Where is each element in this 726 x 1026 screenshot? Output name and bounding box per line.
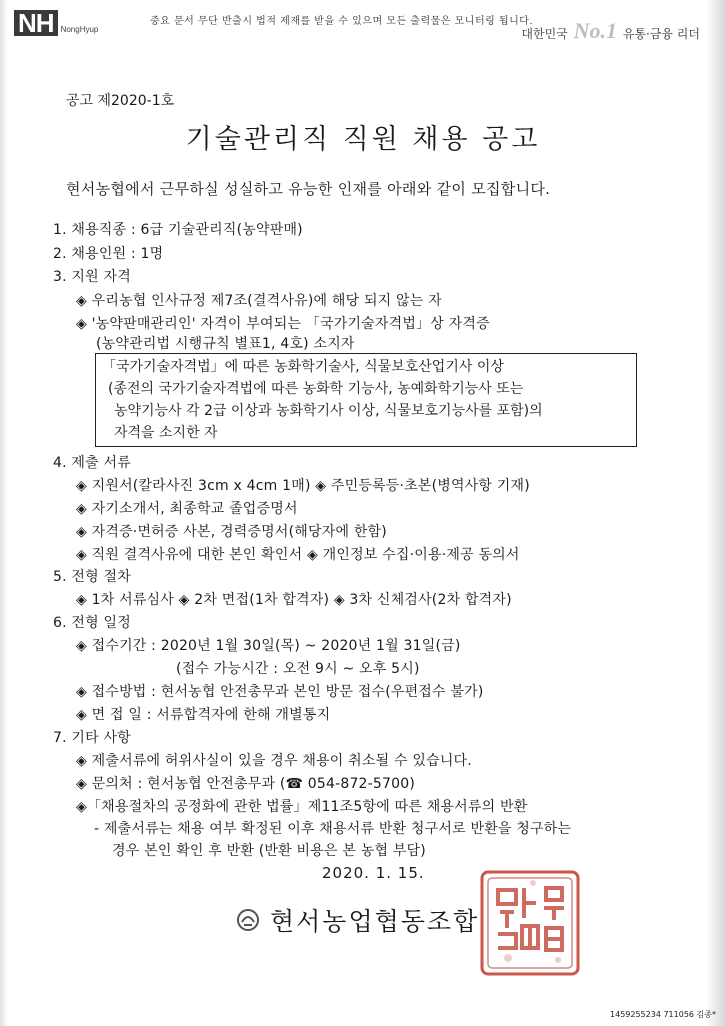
- section-6-item-1: ◈ 접수기간 : 2020년 1월 30일(목) ~ 2020년 1월 31일(금): [76, 638, 461, 654]
- section-3-item-1: ◈ 우리농협 인사규정 제7조(결격사유)에 해당 되지 않는 자: [76, 293, 442, 309]
- nh-logo: [14, 10, 98, 36]
- section-3-item-2: ◈ '농약판매관리인' 자격이 부여되는 「국가기술자격법」상 자격증: [76, 316, 490, 332]
- section-2-heading: 2. 채용인원 : 1명: [53, 246, 164, 262]
- slogan: [521, 18, 700, 44]
- section-6-item-2: ◈ 접수방법 : 현서농협 안전총무과 본인 방문 접수(우편접수 불가): [76, 684, 484, 700]
- slogan-suffix: 유통·금융 리더: [622, 27, 700, 41]
- section-7-item-3: ◈「채용절차의 공정화에 관한 법률」제11조5항에 따른 채용서류의 반환: [76, 799, 528, 815]
- issuer-block: [236, 902, 479, 938]
- section-5-item-1: ◈ 1차 서류심사 ◈ 2차 면접(1차 합격자) ◈ 3차 신체검사(2차 합격자): [76, 592, 512, 608]
- section-4-item-3: ◈ 자격증·면허증 사본, 경력증명서(해당자에 한함): [76, 524, 387, 540]
- section-4-item-1: ◈ 지원서(칼라사진 3cm x 4cm 1매) ◈ 주민등록등·초본(병역사항 기재): [76, 478, 530, 494]
- section-6-heading: 6. 전형 일정: [53, 615, 131, 631]
- official-seal-stamp: [478, 868, 582, 978]
- section-7-item-2: ◈ 문의처 : 현서농협 안전총무과 (☎ 054-872-5700): [76, 776, 416, 792]
- slogan-prefix: 대한민국: [521, 27, 568, 41]
- section-4-heading: 4. 제출 서류: [53, 455, 131, 471]
- section-3-heading: 3. 지원 자격: [53, 269, 131, 285]
- section-7-item-1: ◈ 제출서류에 허위사실이 있을 경우 채용이 취소될 수 있습니다.: [76, 753, 472, 769]
- section-4-item-2: ◈ 자기소개서, 최종학교 졸업증명서: [76, 501, 298, 517]
- intro-paragraph: 현서농협에서 근무하실 성실하고 유능한 인재를 아래와 같이 모집합니다.: [66, 180, 551, 198]
- section-7-note-line-2: 경우 본인 확인 후 반환 (반환 비용은 본 농협 부담): [112, 843, 426, 859]
- qualification-line-3: 농약기능사 각 2급 이상과 농화학기사 이상, 식물보호기능사를 포함)의: [114, 403, 543, 419]
- issuer-name: 현서농업협동조합: [270, 907, 480, 936]
- security-notice: 중요 문서 무단 반출시 법적 제재를 받을 수 있으며 모든 출력물은 모니터링 됩니다.: [150, 16, 534, 27]
- logo-subtext: NongHyup: [60, 25, 99, 34]
- qualification-box: [95, 353, 637, 447]
- qualification-line-4: 자격을 소지한 자: [114, 425, 218, 441]
- logo-mark: NH: [14, 10, 58, 36]
- letterhead: [0, 0, 726, 43]
- document-number: 공고 제2020-1호: [66, 93, 175, 109]
- section-7-heading: 7. 기타 사항: [53, 730, 131, 746]
- nonghyup-emblem-icon: [236, 908, 260, 932]
- qualification-line-2: (종전의 국가기술자격법에 따른 농화학 기능사, 농예화학기능사 또는: [108, 381, 524, 397]
- section-7-note-line-1: - 제출서류는 채용 여부 확정된 이후 채용서류 반환 청구서로 반환을 청구하는: [94, 821, 572, 837]
- section-5-heading: 5. 전형 절차: [53, 569, 131, 585]
- issue-date: 2020. 1. 15.: [322, 864, 425, 882]
- section-6-item-3: ◈ 면 접 일 : 서류합격자에 한해 개별통지: [76, 707, 331, 723]
- section-6-item-1-cont: (접수 가능시간 : 오전 9시 ~ 오후 5시): [176, 661, 420, 677]
- print-tracking-code: 1459255234 711056 김종*: [610, 1010, 716, 1019]
- qualification-line-1: 「국가기술자격법」에 따른 농화학기술사, 식물보호산업기사 이상: [102, 359, 504, 375]
- section-3-item-2-cont: (농약관리법 시행규칙 별표1, 4호) 소지자: [96, 336, 355, 352]
- document-title: 기술관리직 직원 채용 공고: [185, 124, 541, 155]
- section-4-item-4: ◈ 직원 결격사유에 대한 본인 확인서 ◈ 개인정보 수집·이용·제공 동의서: [76, 547, 520, 563]
- slogan-no1: No.1: [573, 18, 617, 43]
- section-1-heading: 1. 채용직종 : 6급 기술관리직(농약판매): [53, 222, 303, 238]
